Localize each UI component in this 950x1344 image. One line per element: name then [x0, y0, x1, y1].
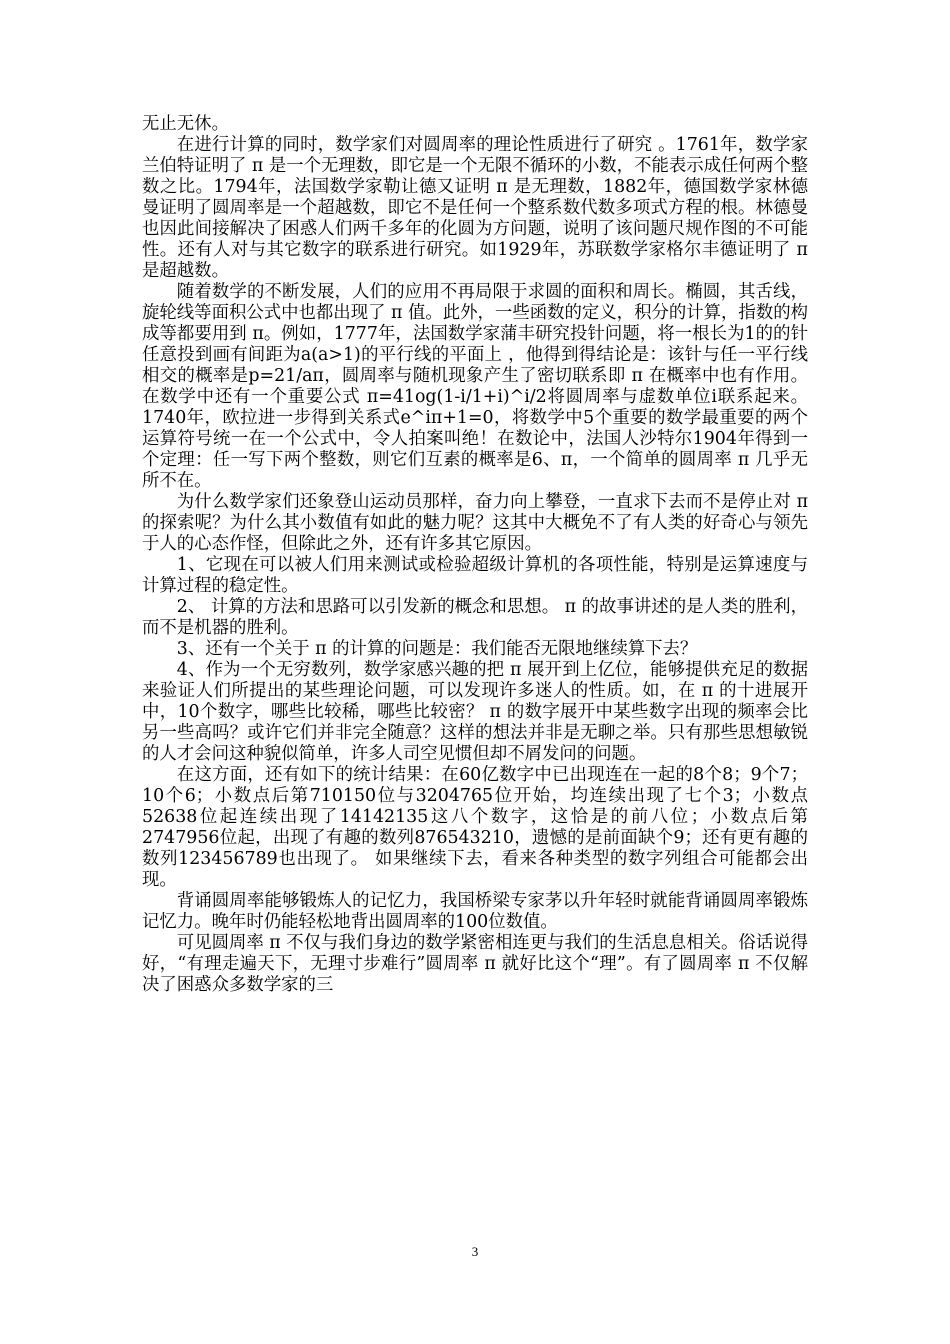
paragraph-reason-4: 4、作为一个无穷数列，数学家感兴趣的把 π 展开到上亿位，能够提供充足的数据来验证人们所提出的某些理论问题，可以发现许多迷人的性质。如，在 π 的十进展开中，10个数字，哪些比较稀，哪些比较密？ π 的数字展开中某些数字出现的频率会比另一些高吗？或许它们并非完全随意？这样的想法并非是无聊之举。只有那些思想敏锐的人才会问这种貌似简单，许多人司空见惯但却不屑发问的问题。: [142, 660, 808, 764]
paragraph-continuation: 无止无休。: [142, 114, 229, 134]
paragraph-why: 为什么数学家们还象登山运动员那样，奋力向上攀登，一直求下去而不是停止对 π 的探索呢？为什么其小数值有如此的魅力呢？这其中大概免不了有人类的好奇心与领先于人的心态作怪，但除此之外，还有许多其它原因。: [142, 492, 808, 554]
paragraph-statistics: 在这方面，还有如下的统计结果：在60亿数字中已出现连在一起的8个8；9个7；10个6；小数点后第710150位与3204765位开始，均连续出现了七个3；小数点52638位起连续出现了14142135这八个数字，这恰是的前八位；小数点后第2747956位起，出现了有趣的数列876543210，遗憾的是前面缺个9；还有更有趣的数列123456789也出现了。 如果继续下去，看来各种类型的数字列组合可能都会出现。: [142, 765, 808, 890]
page-number: 3: [471, 1244, 479, 1259]
paragraph-applications: 随着数学的不断发展，人们的应用不再局限于求圆的面积和周长。椭圆，其舌线，旋轮线等面积公式中也都出现了 π 值。此外，一些函数的定义，积分的计算，指数的构成等都要用到 π。例如，1777年，法国数学家蒲丰研究投针问题，将一根长为1的的针任意投到画有间距为a(a>1)的平行线的平面上 ，他得到得结论是：该针与任一平行线相交的概率是p=21/aπ，圆周率与随机现象产生了密切联系即 π 在概率中也有作用。在数学中还有一个重要公式 π=41og(1-i/1+i)^i/2将圆周率与虚数单位i联系起来。1740年，欧拉进一步得到关系式e^iπ+1=0，将数学中5个重要的数学最重要的两个运算符号统一在一个公式中，令人拍案叫绝！在数论中，法国人沙特尔1904年得到一个定理：任一写下两个整数，则它们互素的概率是6、π，一个简单的圆周率 π 几乎无所不在。: [142, 282, 808, 491]
paragraph-reason-3: 3、还有一个关于 π 的计算的问题是：我们能否无限地继续算下去？: [176, 639, 698, 659]
body-text: [142, 114, 808, 996]
paragraph-reason-1: 1、它现在可以被人们用来测试或检验超级计算机的各项性能，特别是运算速度与计算过程的稳定性。: [142, 555, 808, 596]
paragraph-memory: 背诵圆周率能够锻炼人的记忆力，我国桥梁专家茅以升年轻时就能背诵圆周率锻炼记忆力。晚年时仍能轻松地背出圆周率的100位数值。: [142, 891, 808, 932]
paragraph-reason-2: 2、 计算的方法和思路可以引发新的概念和思想。 π 的故事讲述的是人类的胜利，而不是机器的胜利。: [142, 597, 808, 638]
paragraph-conclusion: 可见圆周率 π 不仅与我们身边的数学紧密相连更与我们的生活息息相关。俗话说得好，“有理走遍天下，无理寸步难行”圆周率 π 就好比这个“理”。有了圆周率 π 不仅解决了困惑众多数学家的三: [142, 933, 808, 995]
paragraph-theory: 在进行计算的同时，数学家们对圆周率的理论性质进行了研究 。1761年，数学家兰伯特证明了 π 是一个无理数，即它是一个无限不循环的小数，不能表示成任何两个整数之比。1794年，法国数学家勒让德又证明 π 是无理数，1882年，德国数学家林德曼证明了圆周率是一个超越数，即它不是任何一个整系数代数多项式方程的根。林德曼也因此间接解决了困惑人们两千多年的化圆为方问题，说明了该问题尺规作图的不可能性。还有人对与其它数字的联系进行研究。如1929年，苏联数学家格尔丰德证明了 π 是超越数。: [142, 135, 808, 281]
